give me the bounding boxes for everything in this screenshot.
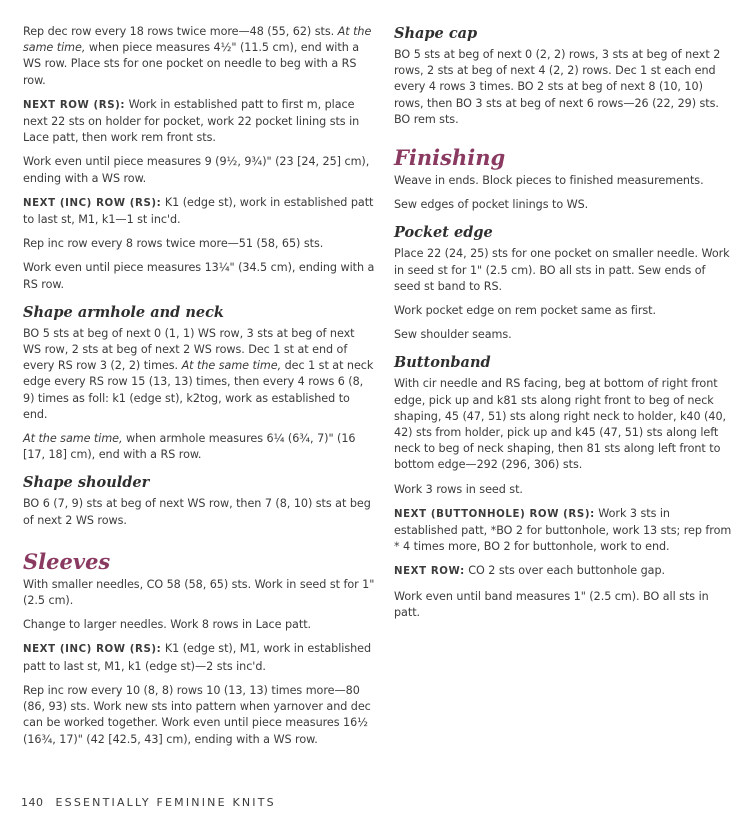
paragraph: NEXT ROW: CO 2 sts over each buttonhole gap. bbox=[394, 564, 666, 578]
row-label: NEXT ROW (RS): bbox=[23, 99, 126, 111]
paragraph: With cir needle and RS facing, beg at bottom of right front edge, pick up and k81 sts along right front to beg of neck shaping, 45 (47, 51) sts along right neck to holder, k40 (40, 42) sts from holder, pick up and k45 (47, 51) sts along left neck to beg of neck shaping, then 81 sts along left front to bottom edge—292 (296, 306) sts. bbox=[394, 377, 727, 472]
paragraph: Work 3 rows in seed st. bbox=[394, 482, 523, 496]
paragraph: BO 5 sts at beg of next 0 (1, 1) WS row, 3 sts at beg of next WS row, 2 sts at beg of next 2 WS rows. Dec 1 st at end of every RS row 3 (2, 2) times. At the same time, dec 1 st at neck edge every RS row 15 (13, 13) times, then every 4 rows 6 (8, 9) times as foll: k1 (edge st), k2tog, work as established to end. bbox=[23, 326, 374, 421]
paragraph: Rep inc row every 10 (8, 8) rows 10 (13, 13) times more—80 (86, 93) sts. Work new sts into pattern when yarnover and dec can be worked together. Work even until piece measures 16½ (16¾, 17)" (42 [42.5, 43] cm), ending with a WS row. bbox=[23, 683, 371, 746]
paragraph: NEXT (BUTTONHOLE) ROW (RS): Work 3 sts in established patt, *BO 2 for buttonhole, work 13 sts; rep from * 4 times more, BO 2 for buttonhole, work to end. bbox=[394, 506, 732, 554]
section-title-sleeves: Sleeves bbox=[23, 548, 111, 574]
paragraph: BO 6 (7, 9) sts at beg of next WS row, then 7 (8, 10) sts at beg of next 2 WS rows. bbox=[23, 497, 371, 527]
page-number: 140 bbox=[21, 796, 44, 809]
paragraph: NEXT (INC) ROW (RS): K1 (edge st), work in established patt to last st, M1, k1—1 st inc'd. bbox=[23, 195, 374, 227]
paragraph: Rep dec row every 18 rows twice more—48 (55, 62) sts. At the same time, when piece measures 4½" (11.5 cm), end with a WS row. Place sts for one pocket on needle to beg with a RS row. bbox=[23, 25, 372, 87]
paragraph: Sew shoulder seams. bbox=[394, 328, 512, 342]
paragraph: With smaller needles, CO 58 (58, 65) sts. Work in seed st for 1" (2.5 cm). bbox=[23, 577, 375, 608]
left-column bbox=[23, 0, 375, 748]
row-label: NEXT (BUTTONHOLE) ROW (RS): bbox=[394, 508, 595, 520]
row-label: NEXT (INC) ROW (RS): bbox=[23, 644, 162, 656]
paragraph: Work even until piece measures 9 (9½, 9¾)" (23 [24, 25] cm), ending with a WS row. bbox=[23, 155, 370, 185]
paragraph: Work pocket edge on rem pocket same as first. bbox=[394, 304, 657, 318]
book-title: ESSENTIALLY FEMININE KNITS bbox=[55, 796, 276, 809]
row-label: NEXT ROW: bbox=[394, 566, 465, 578]
section-heading-shape-cap: Shape cap bbox=[394, 25, 478, 42]
paragraph: NEXT ROW (RS): Work in established patt to first m, place next 22 sts on holder for pocket, work 22 pocket lining sts in Lace patt, then work rem front sts. bbox=[23, 97, 360, 145]
page-footer bbox=[21, 796, 276, 809]
right-column bbox=[394, 0, 734, 621]
section-heading-buttonband: Buttonband bbox=[394, 354, 491, 372]
paragraph: BO 5 sts at beg of next 0 (2, 2) rows, 3 sts at beg of next 2 rows, 2 sts at beg of next 4 (2, 2) rows. Dec 1 st each end every 4 rows 3 times. BO 2 sts at beg of next 8 (10, 10) rows, then BO 3 sts at beg of next 6 rows—26 (22, 29) sts. BO rem sts. bbox=[394, 48, 721, 126]
section-heading-shoulder: Shape shoulder bbox=[23, 474, 150, 492]
paragraph: Work even until piece measures 13¼" (34.5 cm), ending with a RS row. bbox=[23, 261, 375, 291]
section-heading-armhole: Shape armhole and neck bbox=[23, 303, 224, 321]
section-title-finishing: Finishing bbox=[394, 145, 506, 171]
paragraph: Change to larger needles. Work 8 rows in Lace patt. bbox=[23, 618, 312, 632]
paragraph: Work even until band measures 1" (2.5 cm). BO all sts in patt. bbox=[394, 589, 709, 619]
paragraph: Sew edges of pocket linings to WS. bbox=[394, 198, 589, 212]
section-heading-pocket-edge: Pocket edge bbox=[394, 224, 493, 242]
paragraph: Place 22 (24, 25) sts for one pocket on smaller needle. Work in seed st for 1" (2.5 cm). BO all sts in patt. Sew ends of seed st band to RS. bbox=[394, 247, 730, 293]
paragraph: At the same time, when armhole measures 6¼ (6¾, 7)" (16 [17, 18] cm), end with a RS row. bbox=[23, 432, 356, 462]
row-label: NEXT (INC) ROW (RS): bbox=[23, 197, 162, 209]
paragraph: Rep inc row every 8 rows twice more—51 (58, 65) sts. bbox=[23, 237, 324, 251]
paragraph: NEXT (INC) ROW (RS): K1 (edge st), M1, work in established patt to last st, M1, k1 (edge st)—2 sts inc'd. bbox=[23, 642, 372, 673]
paragraph: Weave in ends. Block pieces to finished measurements. bbox=[394, 174, 704, 188]
